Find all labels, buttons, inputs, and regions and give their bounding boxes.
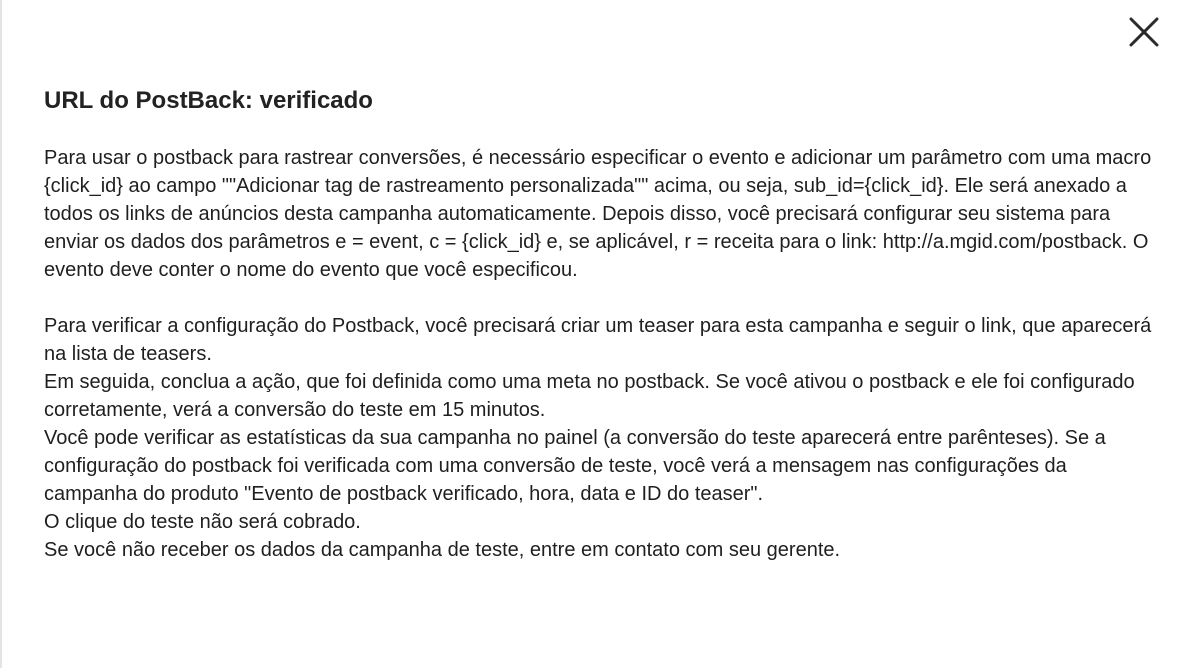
close-button[interactable] [1126,14,1162,50]
no-charge-paragraph: O clique do teste não será cobrado. [44,511,361,533]
dialog-title: URL do PostBack: verificado [44,87,373,114]
verification-step-paragraph: Para verificar a configuração do Postback, você precisará criar um teaser para esta campanha e seguir o link, que aparecerá na lista de teasers. [44,315,1152,365]
statistics-paragraph: Você pode verificar as estatísticas da sua campanha no painel (a conversão do teste aparecerá entre parênteses). Se a configuração do postback foi verificada com uma conversão de teste, você verá a mensagem nas configurações da campanha do produto "Evento de postback verificado, hora, data e ID do teaser". [44,427,1106,505]
dialog-body [44,144,1154,564]
action-step-paragraph: Em seguida, conclua a ação, que foi definida como uma meta no postback. Se você ativou o postback e ele foi configurado corretamente, verá a conversão do teste em 15 minutos. [44,371,1135,421]
contact-manager-paragraph: Se você não receber os dados da campanha de teste, entre em contato com seu gerente. [44,539,841,561]
instructions-paragraph: Para usar o postback para rastrear conversões, é necessário especificar o evento e adicionar um parâmetro com uma macro {click_id} ao campo ""Adicionar tag de rastreamento personalizada"" acima, ou seja, sub_id={click_id}. Ele será anexado a todos os links de anúncios desta campanha automaticamente. Depois disso, você precisará configurar seu sistema para enviar os dados dos parâmetros e = event, c = {click_id} e, se aplicável, r = receita para o link: http://a.mgid.com/postback. O evento deve conter o nome do evento que você especificou. [44,147,1152,281]
close-icon [1129,17,1159,47]
